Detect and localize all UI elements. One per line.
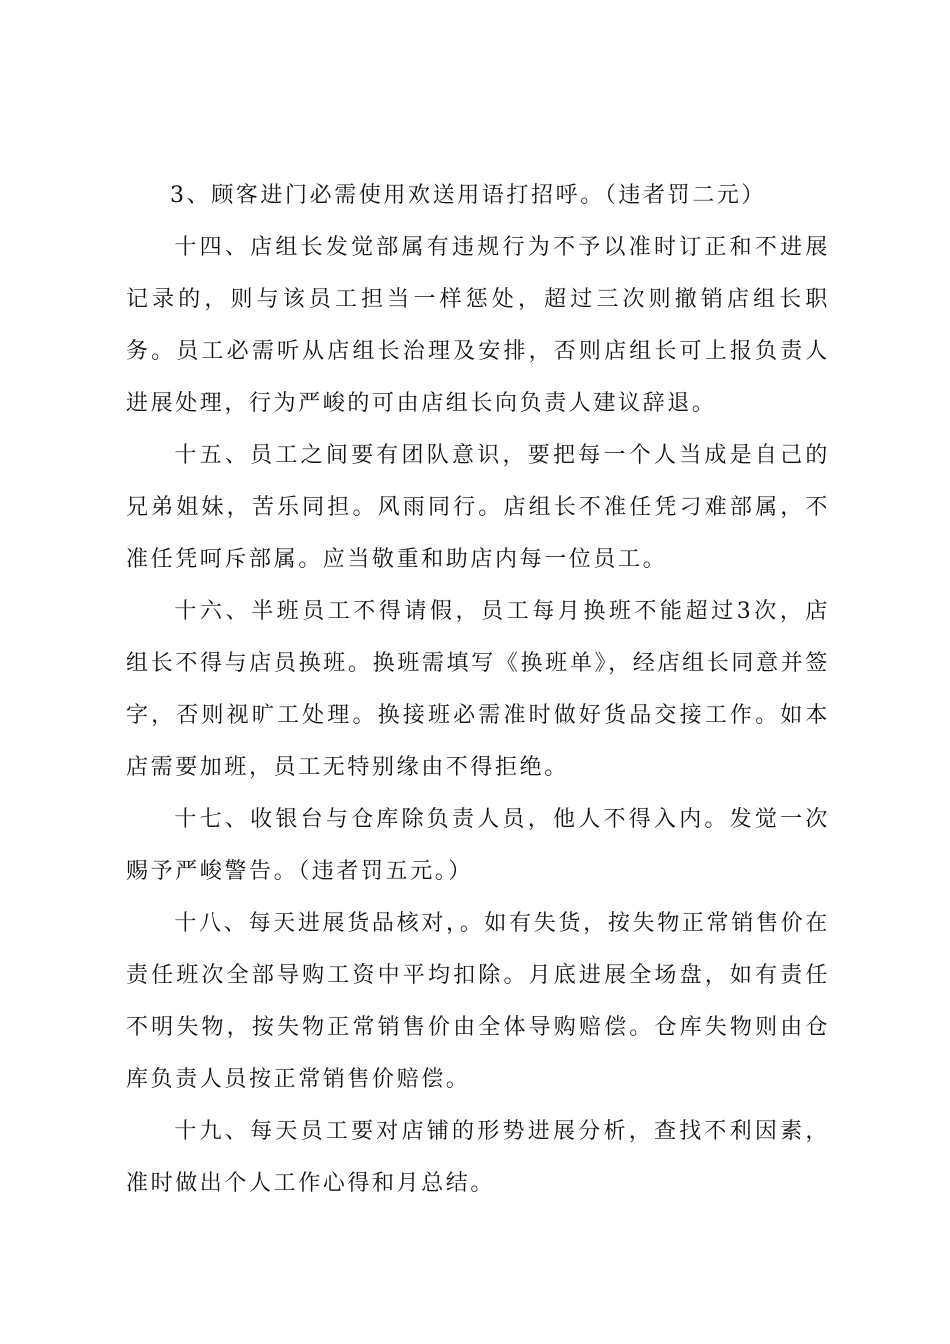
paragraph-rule-17: 十七、收银台与仓库除负责人员，他人不得入内。发觉一次赐予严峻警告。（违者罚五元。） (126, 807, 830, 884)
paragraph-rule-16: 十六、半班员工不得请假，员工每月换班不能超过3次，店组长不得与店员换班。换班需填写《换班单》，经店组长同意并签字，否则视旷工处理。换接班必需准时做好货品交接工作。如本店需要加班，员工无特别缘由不得拒绝。 (126, 599, 830, 780)
paragraph-rule-15: 十五、员工之间要有团队意识，要把每一个人当成是自己的兄弟姐妹，苦乐同担。风雨同行。店组长不准任凭刁难部属，不准任凭呵斥部属。应当敬重和助店内每一位员工。 (126, 443, 830, 572)
paragraph-rule-3: 3、顾客进门必需使用欢送用语打招呼。（违者罚二元） (170, 183, 766, 208)
paragraph-rule-14: 十四、店组长发觉部属有违规行为不予以准时订正和不进展记录的，则与该员工担当一样惩处，超过三次则撤销店组长职务。员工必需听从店组长治理及安排，否则店组长可上报负责人进展处理，行为严峻的可由店组长向负责人建议辞退。 (126, 235, 830, 416)
paragraph-rule-18: 十八、每天进展货品核对，。如有失货，按失物正常销售价在责任班次全部导购工资中平均扣除。月底进展全场盘，如有责任不明失物，按失物正常销售价由全体导购赔偿。仓库失物则由仓库负责人员按正常销售价赔偿。 (126, 911, 830, 1092)
document-body (126, 170, 830, 1210)
paragraph-rule-19: 十九、每天员工要对店铺的形势进展分析，查找不利因素，准时做出个人工作心得和月总结。 (126, 1119, 830, 1196)
